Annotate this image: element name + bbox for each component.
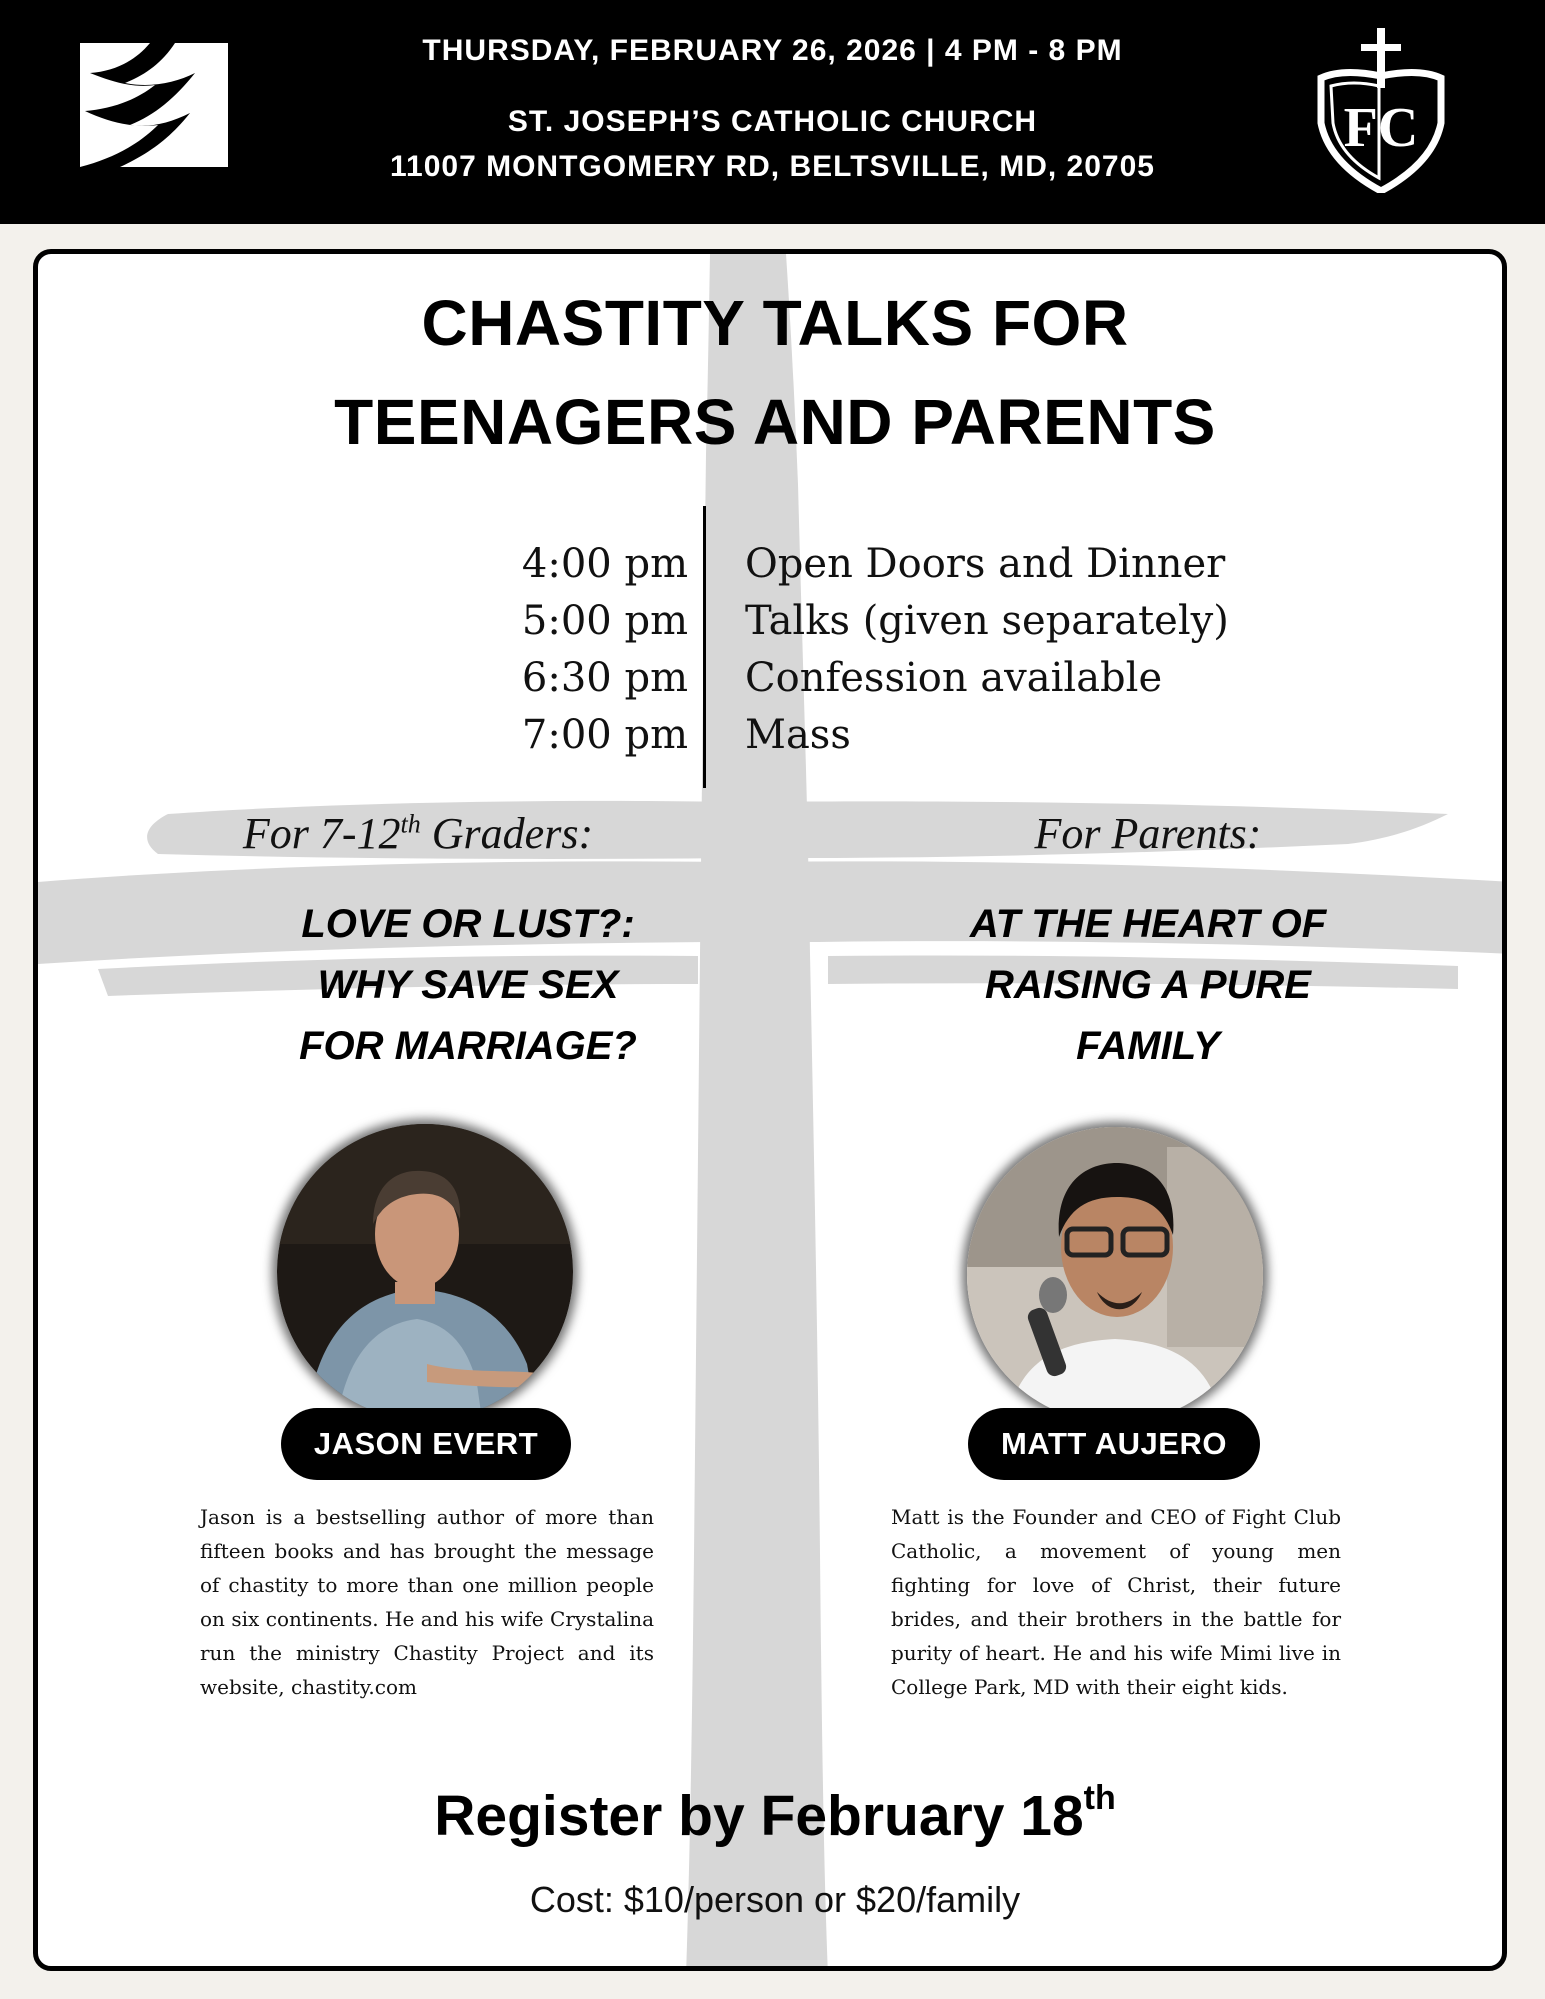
event-date-time: THURSDAY, FEBRUARY 26, 2026 | 4 PM - 8 PM — [422, 34, 1123, 67]
speaker-bio-matt: Matt is the Founder and CEO of Fight Club Catholic, a movement of young men fighting for love of Christ, their future brides, and their brothers in the battle for purity of heart. He and his wife Mimi live in College Park, MD with their eight kids. — [891, 1505, 1341, 1699]
register-deadline: Register by February 18th — [434, 1779, 1116, 1848]
schedule-divider — [703, 506, 706, 788]
schedule-time: 6:30 pm — [521, 655, 688, 701]
speaker-name-badge-jason: JASON EVERT — [281, 1408, 571, 1480]
schedule-time: 4:00 pm — [521, 541, 688, 587]
schedule-activity: Mass — [745, 712, 851, 758]
header-banner — [0, 0, 1545, 224]
teens-talk-title: LOVE OR LUST?: WHY SAVE SEX FOR MARRIAGE? — [299, 902, 637, 1068]
event-title-line-1: CHASTITY TALKS FOR — [421, 287, 1129, 359]
shield-letters: FC — [1343, 97, 1419, 159]
parents-talk-title: AT THE HEART OF RAISING A PURE FAMILY — [969, 902, 1327, 1068]
event-cost: Cost: $10/person or $20/family — [529, 1879, 1021, 1920]
event-card — [33, 249, 1507, 1971]
teens-audience-label: For 7-12th Graders: — [242, 809, 594, 858]
fight-club-shield-icon — [1313, 28, 1449, 193]
schedule-time: 5:00 pm — [521, 598, 688, 644]
schedule-activity: Talks (given separately) — [745, 598, 1229, 644]
schedule-time: 7:00 pm — [521, 712, 688, 758]
venue-name: ST. JOSEPH’S CATHOLIC CHURCH — [507, 105, 1038, 138]
speaker-photo-jason — [277, 1124, 573, 1420]
speaker-name-badge-matt: MATT AUJERO — [968, 1408, 1260, 1480]
schedule-activity: Open Doors and Dinner — [745, 541, 1226, 587]
speaker-bio-jason: Jason is a bestselling author of more than fifteen books and has brought the message of chastity to more than one million people on six continents. He and his wife Crystalina run the ministry Chastity Project and its website, chastity.com — [200, 1505, 654, 1699]
parents-audience-label: For Parents: — [1034, 809, 1262, 858]
event-title-line-2: TEENAGERS AND PARENTS — [334, 386, 1216, 458]
venue-address: 11007 MONTGOMERY RD, BELTSVILLE, MD, 20705 — [390, 150, 1155, 183]
brushstroke-cross-icon — [38, 254, 1507, 1971]
schedule-activity: Confession available — [745, 655, 1163, 701]
speaker-photo-matt — [967, 1127, 1263, 1423]
